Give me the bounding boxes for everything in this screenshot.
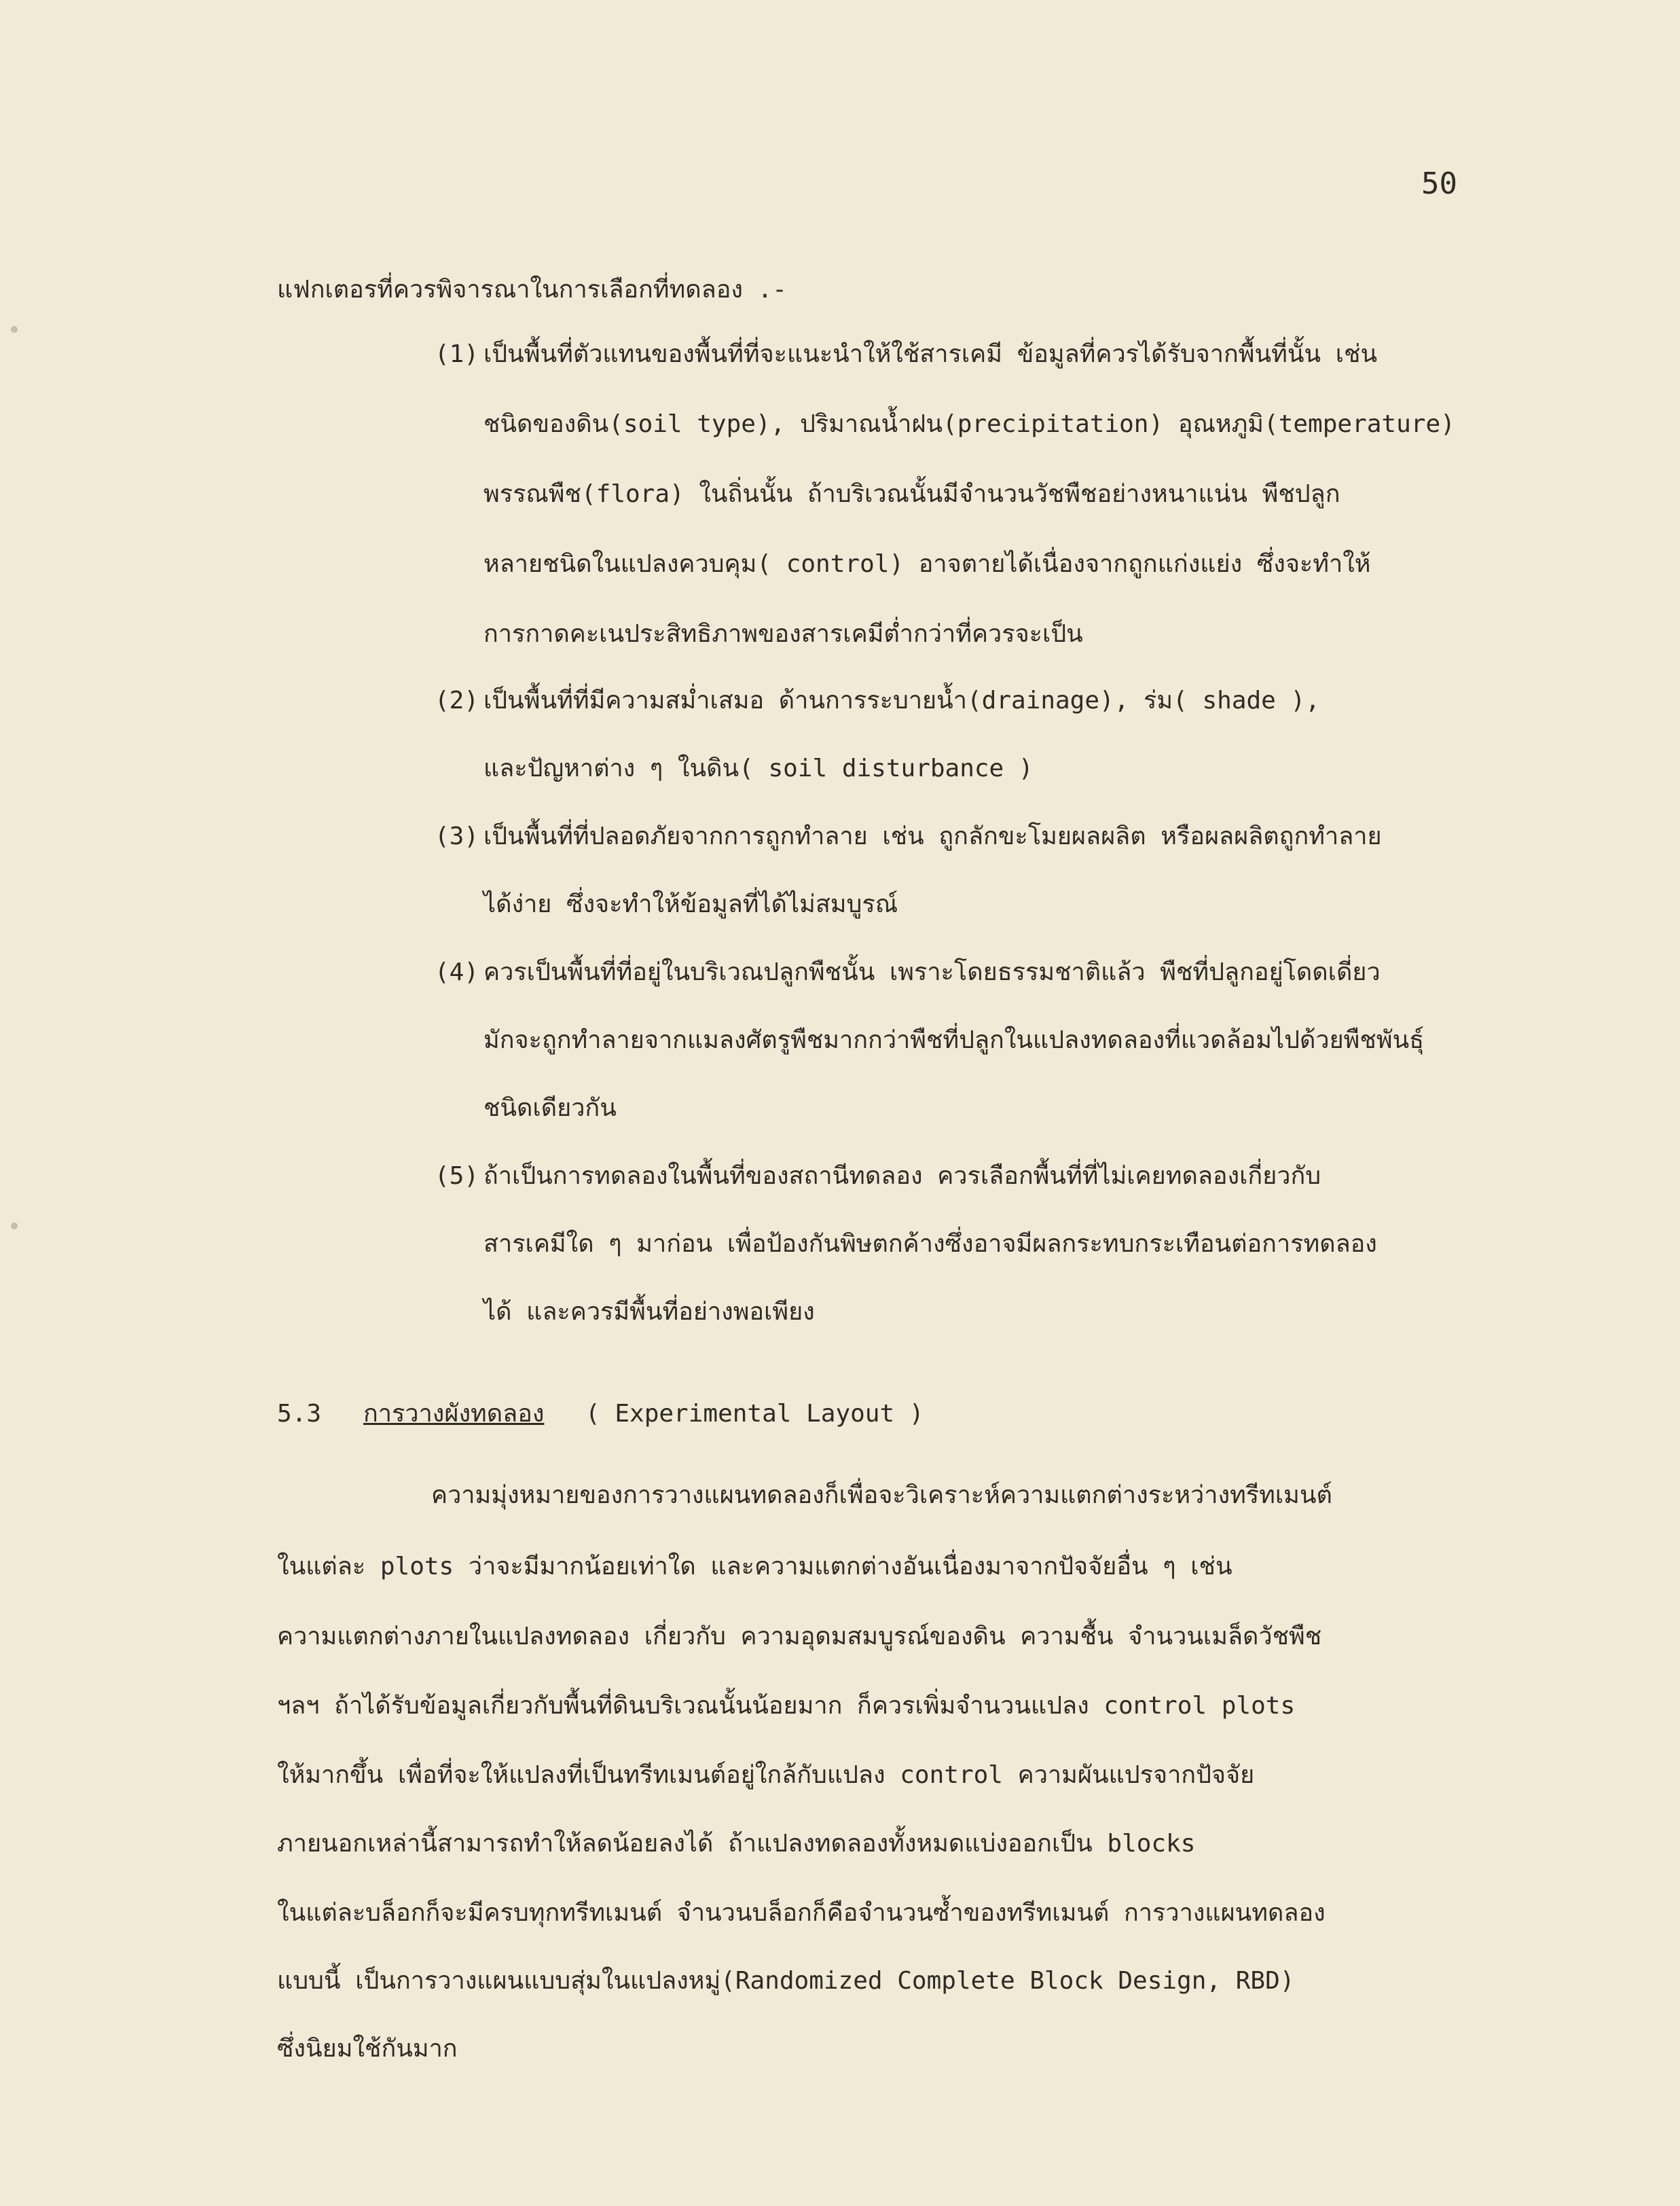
item-line: ได้ และควรมีพื้นที่อย่างพอเพียง <box>483 1298 815 1326</box>
item-line: เป็นพื้นที่ที่ปลอดภัยจากการถูกทำลาย เช่น ถูกลักขะโมยผลผลิต หรือผลผลิตถูกทำลาย <box>483 822 1382 850</box>
item-line: ควรเป็นพื้นที่ที่อยู่ในบริเวณปลูกพืชนั้น เพราะโดยธรรมชาติแล้ว พืชที่ปลูกอยู่โดดเดี่ยว <box>483 958 1381 986</box>
paragraph-line: แบบนี้ เป็นการวางแผนแบบสุ่มในแปลงหมู่(Randomized Complete Block Design, RBD) <box>277 1967 1295 1995</box>
section-title: การวางผังทดลอง <box>363 1400 545 1428</box>
paragraph-line: ในแต่ละ plots ว่าจะมีมากน้อยเท่าใด และความแตกต่างอันเนื่องมาจากปัจจัยอื่น ๆ เช่น <box>277 1553 1232 1580</box>
paragraph-line: ภายนอกเหล่านี้สามารถทำให้ลดน้อยลงได้ ถ้าแปลงทดลองทั้งหมดแบ่งออกเป็น blocks <box>277 1830 1196 1858</box>
paragraph-line: ความแตกต่างภายในแปลงทดลอง เกี่ยวกับ ความอุดมสมบูรณ์ของดิน ความชื้น จำนวนเมล็ดวัชพืช <box>277 1623 1322 1650</box>
punch-hole-mark <box>11 326 18 333</box>
item-line: สารเคมีใด ๆ มาก่อน เพื่อป้องกันพิษตกค้างซึ่งอาจมีผลกระทบกระเทือนต่อการทดลอง <box>483 1230 1377 1258</box>
punch-hole-mark <box>11 1223 18 1229</box>
item-line: ถ้าเป็นการทดลองในพื้นที่ของสถานีทดลอง ควรเลือกพื้นที่ที่ไม่เคยทดลองเกี่ยวกับ <box>483 1162 1321 1190</box>
item-line: การกาดคะเนประสิทธิภาพของสารเคมีต่ำกว่าที่ควรจะเป็น <box>483 620 1083 648</box>
section-subtitle: ( Experimental Layout ) <box>585 1400 924 1428</box>
item-number: (3) <box>435 822 479 850</box>
section-heading: แฟกเตอรที่ควรพิจารณาในการเลือกที่ทดลอง .- <box>277 276 787 304</box>
item-line: ชนิดของดิน(soil type), ปริมาณน้ำฝน(precipitation) อุณหภูมิ(temperature) <box>483 410 1455 438</box>
item-line: พรรณพืช(flora) ในถิ่นนั้น ถ้าบริเวณนั้นมีจำนวนวัชพืชอย่างหนาแน่น พืชปลูก <box>483 480 1340 508</box>
item-number: (1) <box>435 340 479 368</box>
item-line: มักจะถูกทำลายจากแมลงศัตรูพืชมากกว่าพืชที่ปลูกในแปลงทดลองที่แวดล้อมไปด้วยพืชพันธุ์ <box>483 1026 1425 1054</box>
paragraph-line: ในแต่ละบล็อกก็จะมีครบทุกทรีทเมนต์ จำนวนบล็อกก็คือจำนวนซ้ำของทรีทเมนต์ การวางแผนทดลอง <box>277 1899 1326 1927</box>
page-number: 50 <box>1421 166 1457 201</box>
paragraph-line: ฯลฯ ถ้าได้รับข้อมูลเกี่ยวกับพื้นที่ดินบริเวณนั้นน้อยมาก ก็ควรเพิ่มจำนวนแปลง control plots <box>277 1692 1296 1720</box>
item-number: (5) <box>435 1162 479 1190</box>
item-number: (4) <box>435 958 479 986</box>
paragraph-line: ความมุ่งหมายของการวางแผนทดลองก็เพื่อจะวิเคราะห์ความแตกต่างระหว่างทรีทเมนต์ <box>431 1481 1332 1509</box>
paragraph-line: ซึ่งนิยมใช้กันมาก <box>277 2035 458 2063</box>
paragraph-line: ให้มากขึ้น เพื่อที่จะให้แปลงที่เป็นทรีทเมนต์อยู่ใกล้กับแปลง control ความผันแปรจากปัจจัย <box>277 1761 1255 1789</box>
item-line: หลายชนิดในแปลงควบคุม( control) อาจตายได้เนื่องจากถูกแก่งแย่ง ซึ่งจะทำให้ <box>483 550 1371 578</box>
item-line: ชนิดเดียวกัน <box>483 1094 617 1122</box>
item-line: เป็นพื้นที่ที่มีความสม่ำเสมอ ด้านการระบายน้ำ(drainage), ร่ม( shade ), <box>483 687 1320 715</box>
item-line: และปัญหาต่าง ๆ ในดิน( soil disturbance ) <box>483 755 1034 782</box>
item-line: เป็นพื้นที่ตัวแทนของพื้นที่ที่จะแนะนำให้ใช้สารเคมี ข้อมูลที่ควรได้รับจากพื้นที่นั้น เช่น <box>483 340 1378 368</box>
section-number: 5.3 <box>277 1400 322 1428</box>
item-number: (2) <box>435 687 479 715</box>
item-line: ได้ง่าย ซึ่งจะทำให้ข้อมูลที่ได้ไม่สมบูรณ์ <box>483 890 898 918</box>
